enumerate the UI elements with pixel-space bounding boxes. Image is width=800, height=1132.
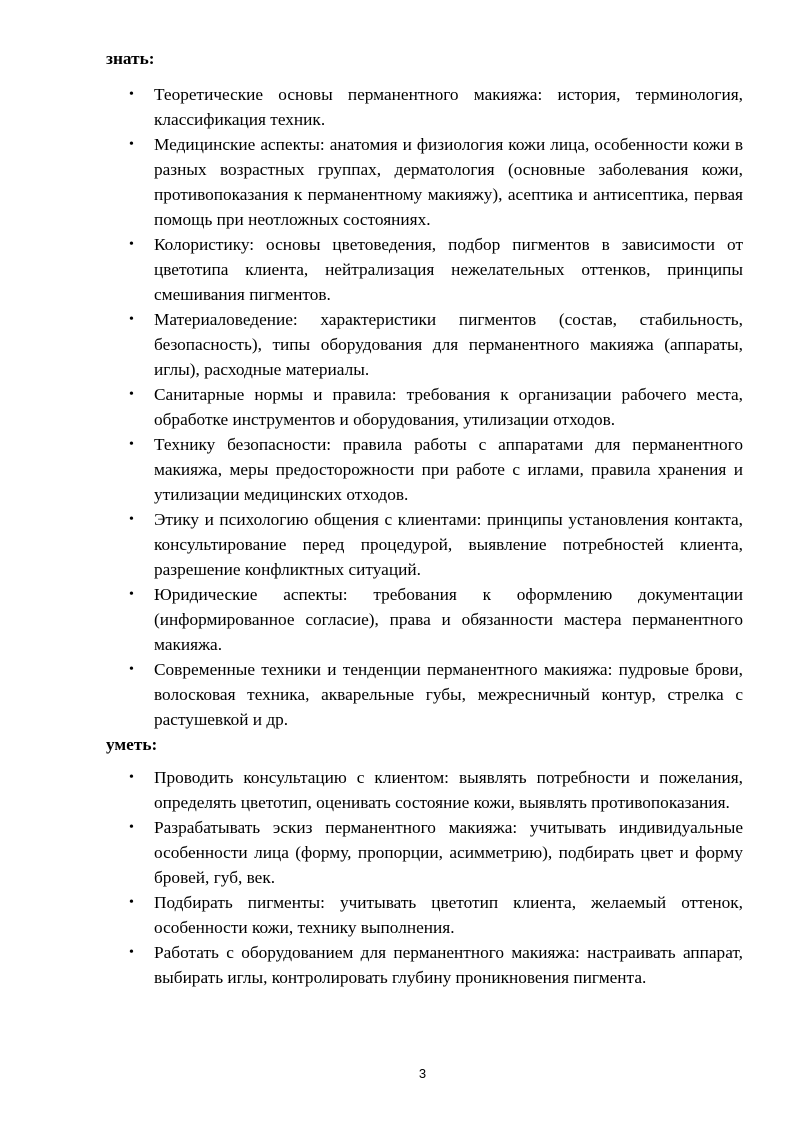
list-item-text: Технику безопасности: правила работы с аппаратами для перманентного макияжа, меры предосторожности при работе с иглами, правила хранения и утилизации медицинских отходов. (154, 435, 743, 504)
bullet-icon: • (129, 312, 134, 327)
list-item (106, 432, 743, 507)
bullet-icon: • (129, 587, 134, 602)
list-item-text: Проводить консультацию с клиентом: выявлять потребности и пожелания, определять цветотип, оценивать состояние кожи, выявлять противопоказания. (154, 768, 743, 812)
list-item-text: Юридические аспекты: требования к оформлению документации (информированное согласие), права и обязанности мастера перманентного макияжа. (154, 585, 743, 654)
list-item (106, 815, 743, 890)
list-item (106, 765, 743, 815)
bullet-icon: • (129, 662, 134, 677)
list-item-text: Санитарные нормы и правила: требования к организации рабочего места, обработке инструментов и оборудования, утилизации отходов. (154, 385, 743, 429)
list-item (106, 940, 743, 990)
list-item (106, 232, 743, 307)
bullet-list-umet (106, 765, 743, 990)
bullet-icon: • (129, 137, 134, 152)
page-content (106, 46, 743, 990)
bullet-icon: • (129, 237, 134, 252)
bullet-icon: • (129, 820, 134, 835)
list-item-text: Колористику: основы цветоведения, подбор пигментов в зависимости от цветотипа клиента, нейтрализация нежелательных оттенков, принципы смешивания пигментов. (154, 235, 743, 304)
list-item-text: Работать с оборудованием для перманентного макияжа: настраивать аппарат, выбирать иглы, контролировать глубину проникновения пигмента. (154, 943, 743, 987)
bullet-icon: • (129, 387, 134, 402)
list-item (106, 82, 743, 132)
page-number: 3 (418, 1066, 427, 1081)
list-item-text: Современные техники и тенденции перманентного макияжа: пудровые брови, волосковая техника, акварельные губы, межресничный контур, стрелка с растушевкой и др. (154, 660, 743, 729)
section-heading-znat: знать: (106, 49, 155, 68)
bullet-icon: • (129, 770, 134, 785)
list-item (106, 507, 743, 582)
list-item-text: Этику и психологию общения с клиентами: принципы установления контакта, консультирование перед процедурой, выявление потребностей клиента, разрешение конфликтных ситуаций. (154, 510, 743, 579)
list-item (106, 382, 743, 432)
list-item (106, 657, 743, 732)
list-item (106, 890, 743, 940)
list-item (106, 582, 743, 657)
list-item-text: Теоретические основы перманентного макияжа: история, терминология, классификация техник. (154, 85, 743, 129)
list-item-text: Материаловедение: характеристики пигментов (состав, стабильность, безопасность), типы оборудования для перманентного макияжа (аппараты, иглы), расходные материалы. (154, 310, 743, 379)
bullet-icon: • (129, 437, 134, 452)
bullet-icon: • (129, 945, 134, 960)
list-item-text: Подбирать пигменты: учитывать цветотип клиента, желаемый оттенок, особенности кожи, технику выполнения. (154, 893, 743, 937)
bullet-list-znat (106, 82, 743, 732)
bullet-icon: • (129, 895, 134, 910)
list-item-text: Разрабатывать эскиз перманентного макияжа: учитывать индивидуальные особенности лица (форму, пропорции, асимметрию), подбирать цвет и форму бровей, губ, век. (154, 818, 743, 887)
bullet-icon: • (129, 512, 134, 527)
list-item-text: Медицинские аспекты: анатомия и физиология кожи лица, особенности кожи в разных возрастных группах, дерматология (основные заболевания кожи, противопоказания к перманентному макияжу), асептика и антисептика, первая помощь при неотложных состояниях. (154, 135, 743, 229)
section-heading-umet: уметь: (106, 735, 158, 754)
list-item (106, 132, 743, 232)
list-item (106, 307, 743, 382)
bullet-icon: • (129, 87, 134, 102)
